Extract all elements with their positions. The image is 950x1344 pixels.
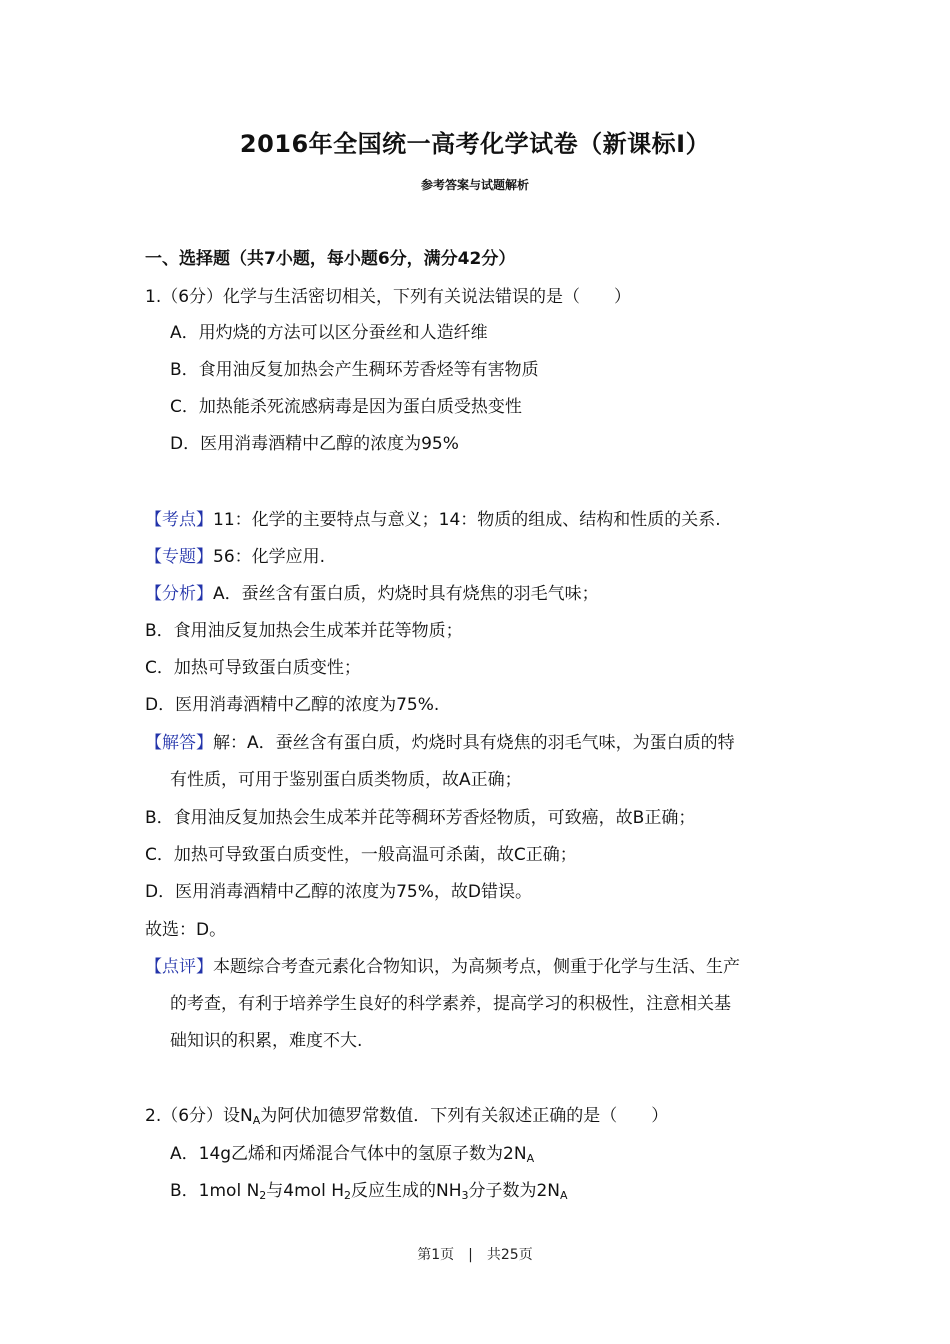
question-2-option-b-p1: B．1mol N [170,1181,260,1201]
question-1-option-a: A．用灼烧的方法可以区分蚕丝和人造纤维 [170,323,488,343]
question-2-stem [145,1105,668,1127]
dianping-3: 础知识的积累，难度不大. [170,1031,363,1051]
question-2-option-b-s3: 3 [461,1189,469,1202]
question-1-option-b: B．食用油反复加热会产生稠环芳香烃等有害物质 [170,360,539,380]
question-2-option-b-p3: 反应生成的NH [350,1181,462,1201]
jieda-d: D．医用消毒酒精中乙醇的浓度为75%，故D错误。 [145,882,532,902]
question-2-option-b-p2: 与4mol H [266,1181,344,1201]
question-1-option-d: D．医用消毒酒精中乙醇的浓度为95% [170,434,459,454]
question-2-stem-sub: A [252,1114,261,1127]
question-2-option-b-s1: 2 [259,1189,267,1202]
page-subtitle: 参考答案与试题解析 [420,178,529,192]
question-1-stem: 1.（6分）化学与生活密切相关，下列有关说法错误的是（ ） [145,287,632,307]
jieda-tag: 【解答】 [145,733,213,753]
jieda-a1: 解：A．蚕丝含有蛋白质，灼烧时具有烧焦的羽毛气味，为蛋白质的特 [213,733,735,753]
dianping-tag: 【点评】 [145,957,213,977]
question-1-option-c: C．加热能杀死流感病毒是因为蛋白质受热变性 [170,397,522,417]
answer-line: 故选：D。 [145,920,227,940]
jieda-row [145,732,735,754]
jieda-b: B．食用油反复加热会生成苯并芘等稠环芳香烃物质，可致癌，故B正确； [145,808,696,828]
question-2-stem-pre: 2.（6分）设N [145,1106,253,1126]
kaodian-text: 11：化学的主要特点与意义；14：物质的组成、结构和性质的关系. [213,510,721,530]
question-2-stem-post: 为阿伏加德罗常数值．下列有关叙述正确的是（ ） [260,1106,669,1126]
question-2-option-b-s2: 2 [343,1189,351,1202]
zhuanti-tag: 【专题】 [145,547,213,567]
dianping-row [145,956,740,978]
kaodian-row [145,509,721,531]
fenxi-row [145,583,599,605]
fenxi-c: C．加热可导致蛋白质变性； [145,658,361,678]
section-heading: 一、选择题（共7小题，每小题6分，满分42分） [145,249,516,269]
question-2-option-a-sub: A [526,1152,535,1165]
page-title: 2016年全国统一高考化学试卷（新课标Ⅰ） [239,130,711,158]
dianping-2: 的考查，有利于培养学生良好的科学素养，提高学习的积极性，注意相关基 [170,994,731,1014]
question-2-option-a [170,1143,534,1165]
fenxi-a: A．蚕丝含有蛋白质，灼烧时具有烧焦的羽毛气味； [213,584,599,604]
jieda-a2: 有性质，可用于鉴别蛋白质类物质，故A正确； [170,770,522,790]
dianping-1: 本题综合考查元素化合物知识，为高频考点，侧重于化学与生活、生产 [213,957,740,977]
zhuanti-row [145,546,325,568]
fenxi-d: D．医用消毒酒精中乙醇的浓度为75%. [145,695,440,715]
question-2-option-b-s4: A [560,1189,568,1202]
zhuanti-text: 56：化学应用. [213,547,326,567]
jieda-c: C．加热可导致蛋白质变性，一般高温可杀菌，故C正确； [145,845,577,865]
question-2-option-a-text: A．14g乙烯和丙烯混合气体中的氢原子数为2N [170,1144,527,1164]
question-2-option-b [170,1180,568,1202]
question-2-option-b-p4: 分子数为2N [468,1181,561,1201]
kaodian-tag: 【考点】 [145,510,213,530]
page-footer: 第1页 | 共25页 [417,1247,533,1263]
fenxi-b: B．食用油反复加热会生成苯并芘等物质； [145,621,463,641]
fenxi-tag: 【分析】 [145,584,213,604]
